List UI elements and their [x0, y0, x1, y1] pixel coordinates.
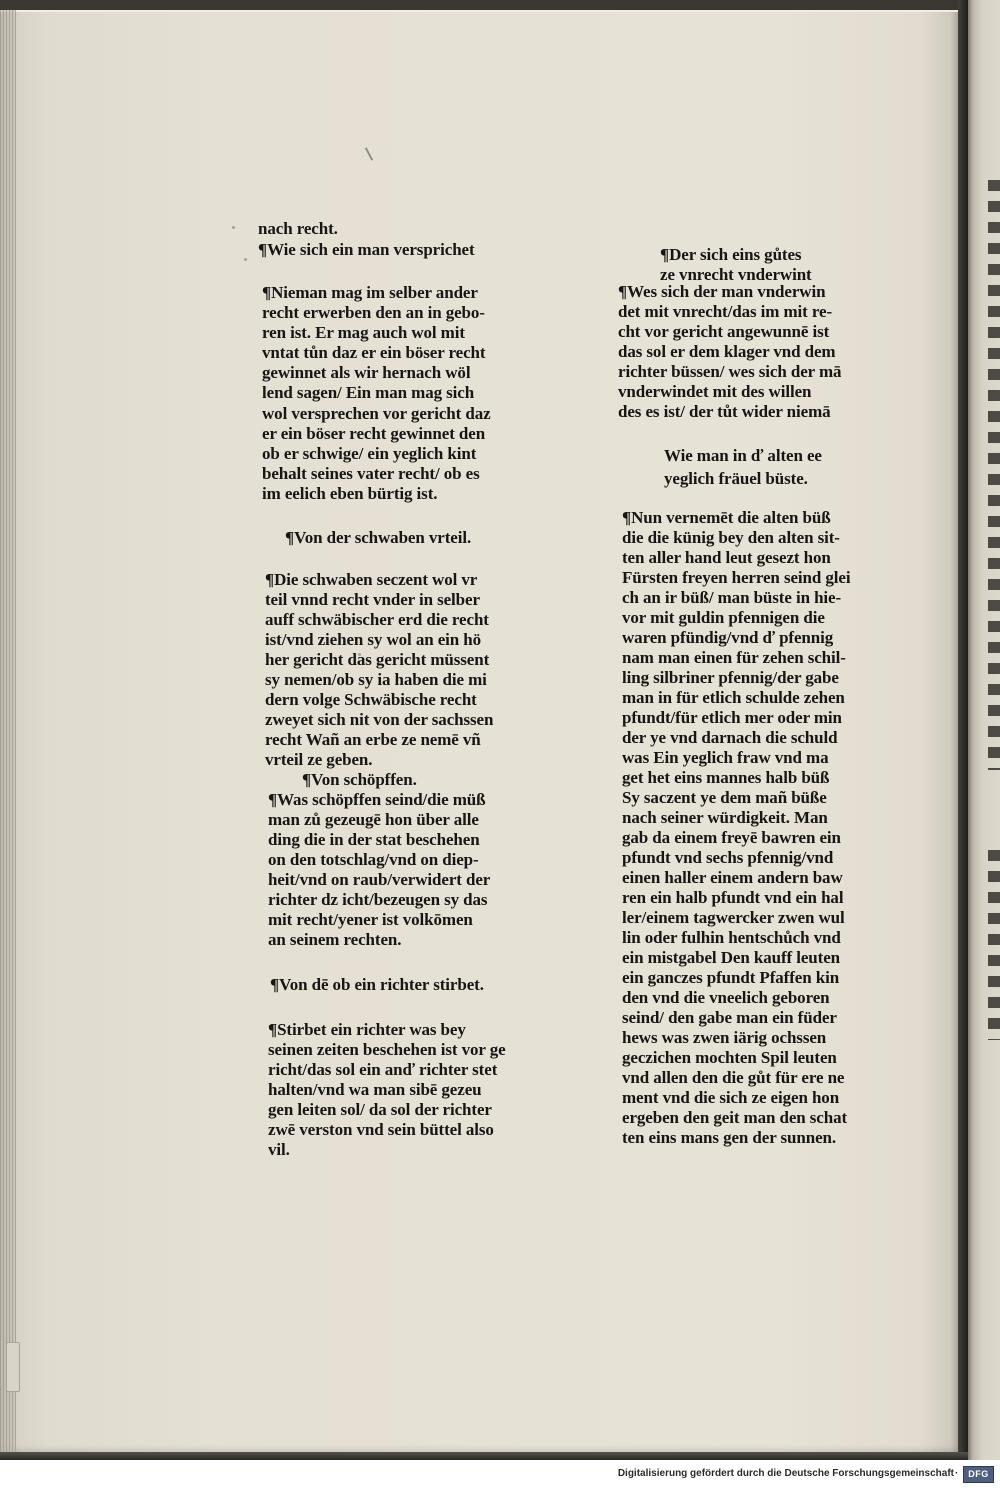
text-line: was Ein yeglich fraw vnd ma — [622, 748, 829, 767]
section-heading — [270, 975, 484, 995]
text-line: nach recht. — [258, 219, 338, 238]
text-line: ten eins mans gen der sunnen. — [622, 1128, 837, 1147]
text-line: vrteil ze geben. — [265, 750, 373, 769]
text-line: Sy saczent ye dem mañ büße — [622, 788, 827, 807]
text-line: yeglich fräuel büste. — [664, 469, 808, 488]
text-block — [265, 570, 493, 770]
text-line: waren pfündig/vnd ď pfennig — [622, 628, 834, 647]
text-line: ist/vnd ziehen sy wol an ein hö — [265, 630, 482, 649]
funding-notice: Digitalisierung gefördert durch die Deutsche Forschungsgemeinschaft — [617, 1468, 954, 1479]
text-line: gab da einem freyē bawren ein — [622, 828, 841, 847]
text-line: ¶Nieman mag im selber ander — [262, 283, 478, 302]
text-line: ¶Von dē ob ein richter stirbet. — [270, 975, 484, 994]
text-block — [268, 790, 490, 950]
text-line: hews was zwen iärig ochssen — [622, 1028, 827, 1047]
text-line: ¶Wes sich der man vnderwin — [618, 282, 826, 301]
text-line: dern volge Schwäbische recht — [265, 690, 477, 709]
paper-speck — [244, 258, 247, 261]
text-block — [268, 1020, 506, 1160]
paper-speck — [232, 226, 235, 229]
text-line: ¶Von der schwaben vrteil. — [285, 528, 472, 547]
text-line: die die künig bey den alten sit- — [622, 528, 840, 547]
text-line: halten/vnd wa man sibē gezeu — [268, 1080, 482, 1099]
text-line: Wie man in ď alten ee — [664, 446, 822, 465]
text-line: teil vnnd recht vnder in selber — [265, 590, 480, 609]
text-line: ze vnrecht vnderwint — [660, 265, 812, 284]
text-block — [258, 218, 475, 260]
text-line: sy nemen/ob sy ia haben die mi — [265, 670, 487, 689]
text-line: lin oder fulhin hentschůch vnd — [622, 928, 841, 947]
text-line: gen leiten sol/ da sol der richter — [268, 1100, 492, 1119]
section-heading — [302, 770, 417, 790]
text-block — [262, 283, 491, 504]
text-line: ergeben den geit man den schat — [622, 1108, 848, 1127]
section-heading — [285, 528, 471, 548]
text-line: geczichen mochten Spil leuten — [622, 1048, 837, 1067]
text-line: ¶Nun vernemēt die alten büß — [622, 508, 831, 527]
text-line: cht vor gericht angewunnē ist — [618, 322, 830, 341]
text-line: ten aller hand leut gesezt hon — [622, 548, 831, 567]
text-line: vor mit guldin pfennigen die — [622, 608, 825, 627]
text-line: ment vnd die sich ze eigen hon — [622, 1088, 840, 1107]
page-tab — [6, 1342, 20, 1392]
text-line: on den totschlag/vnd on diep- — [268, 850, 479, 869]
text-line: nach seiner würdigkeit. Man — [622, 808, 828, 827]
text-line: er ein böser recht gewinnet den — [262, 423, 486, 443]
text-line: pfundt/für etlich mer oder min — [622, 708, 842, 727]
text-line: heit/vnd on raub/verwidert der — [268, 870, 491, 889]
text-line: her gericht das gericht müssent — [265, 650, 490, 669]
text-line: ¶Der sich eins gůtes — [660, 245, 802, 264]
text-line: ¶Die schwaben seczent wol vr — [265, 570, 478, 589]
text-line: ¶Stirbet ein richter was bey — [268, 1020, 466, 1039]
page-edges — [0, 10, 16, 1452]
text-line: ¶Wie sich ein man versprichet — [258, 240, 475, 259]
text-line: ¶Was schöpffen seind/die müß — [268, 790, 486, 809]
text-line: ein mistgabel Den kauff leuten — [622, 948, 841, 967]
text-line: ein ganczes pfundt Pfaffen kin — [622, 968, 840, 987]
text-line: ch an ir büß/ man büste in hie- — [622, 588, 842, 607]
page-bottom-shadow — [0, 1452, 968, 1460]
text-line: einen haller einem andern baw — [622, 868, 843, 887]
text-line: ren ist. Er mag auch wol mit — [262, 323, 465, 343]
text-line: vnd allen den die gůt für ere ne — [622, 1068, 845, 1087]
text-line: vil. — [268, 1140, 290, 1159]
facing-page-text-fragments — [988, 180, 1000, 770]
text-line: wol versprechen vor gericht daz — [262, 403, 491, 423]
footer-separator: · — [955, 1468, 959, 1479]
book-gutter — [958, 0, 968, 1460]
text-line: Fürsten freyen herren seind glei — [622, 568, 851, 587]
text-line: get het eins mannes halb büß — [622, 768, 830, 787]
text-line: man zů gezeugē hon über alle — [268, 810, 479, 829]
text-line: seind/ den gabe man ein füder — [622, 1008, 837, 1027]
text-line: vnderwindet mit des willen — [618, 382, 812, 401]
text-line: ding die in der stat beschehen — [268, 830, 480, 849]
text-line: ob er schwige/ ein yeglich kint — [262, 443, 477, 463]
text-line: ren ein halb pfundt vnd ein hal — [622, 888, 844, 907]
dfg-logo: DFG — [963, 1466, 994, 1483]
text-block — [618, 282, 841, 422]
text-line: recht erwerben den an in gebo- — [262, 303, 485, 323]
text-line: des es ist/ der tůt wider niemā — [618, 402, 831, 421]
footer-bar — [0, 1460, 1000, 1488]
text-line: recht Wañ an erbe ze nemē vñ — [265, 730, 481, 749]
text-line: richter büssen/ wes sich der mā — [618, 362, 842, 381]
text-line: den vnd die vneelich geboren — [622, 988, 830, 1007]
text-line: richt/das sol ein anď richter stet — [268, 1060, 498, 1079]
text-line: zweyet sich nit von der sachssen — [265, 710, 494, 729]
text-line: zwē verston vnd sein büttel also — [268, 1120, 494, 1139]
text-line: lend sagen/ Ein man mag sich — [262, 383, 475, 403]
text-line: vntat tůn daz er ein böser recht — [262, 343, 486, 363]
text-line: das sol er dem klager vnd dem — [618, 342, 836, 361]
facing-page-text-fragments — [988, 850, 1000, 1040]
text-line: an seinem rechten. — [268, 930, 402, 949]
text-line: der ye vnd darnach die schuld — [622, 728, 838, 747]
text-line: im eelich eben bürtig ist. — [262, 483, 438, 503]
text-line: ¶Von schöpffen. — [302, 770, 417, 789]
text-line: ling silbriner pfennig/der gabe — [622, 668, 839, 687]
text-line: seinen zeiten beschehen ist vor ge — [268, 1040, 506, 1059]
text-line: pfundt vnd sechs pfennig/vnd — [622, 848, 834, 867]
text-line: richter dz icht/bezeugen sy das — [268, 890, 488, 909]
text-line: ler/einem tagwercker zwen wul — [622, 908, 845, 927]
text-line: auff schwäbischer erd die recht — [265, 610, 489, 629]
text-line: gewinnet als wir hernach wöl — [262, 363, 471, 383]
text-line: det mit vnrecht/das im mit re- — [618, 302, 833, 321]
text-line: mit recht/yener ist volkōmen — [268, 910, 473, 929]
text-line: behalt seines vater recht/ ob es — [262, 463, 480, 483]
text-line: nam man einen für zehen schil- — [622, 648, 846, 667]
section-heading — [664, 444, 822, 490]
text-block — [622, 508, 850, 1148]
section-heading — [660, 245, 812, 285]
text-line: man in für etlich schulde zehen — [622, 688, 845, 707]
